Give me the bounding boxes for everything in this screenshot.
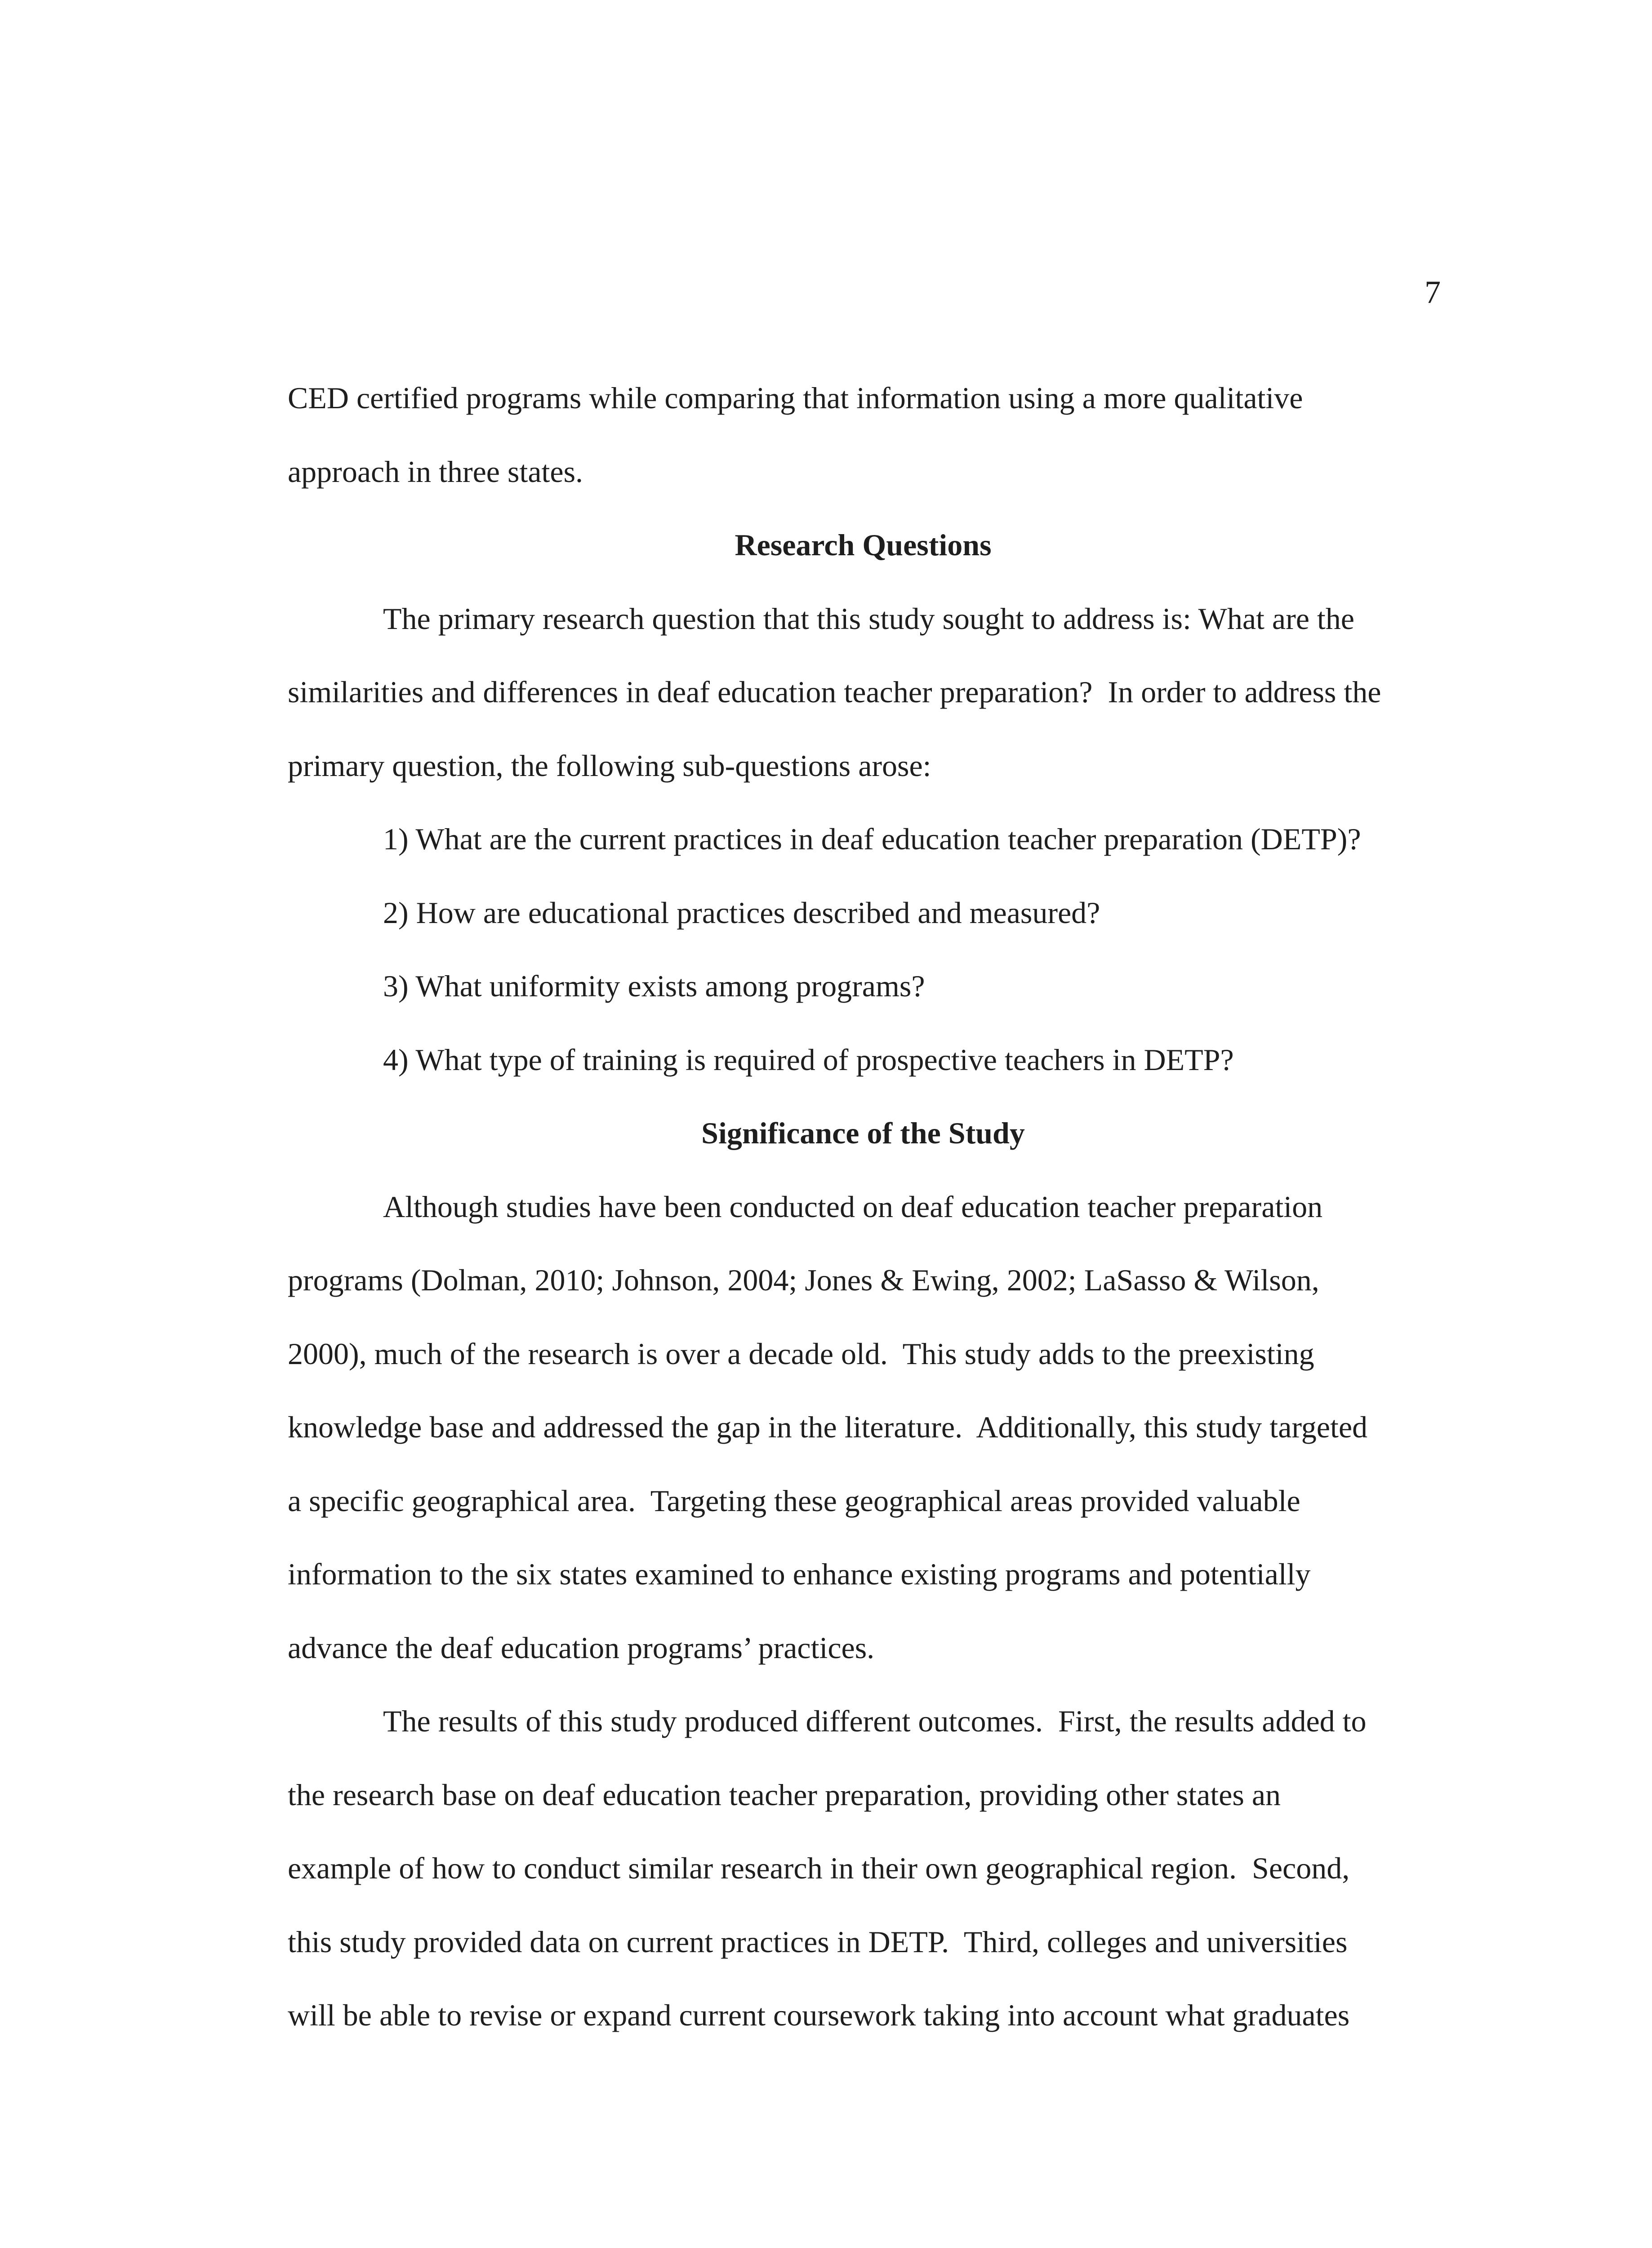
list-item: 1) What are the current practices in deaf education teacher preparation (DETP)? [383, 822, 1361, 856]
significance-paragraph-1 [288, 1170, 1438, 1685]
list-item: 4) What type of training is required of prospective teachers in DETP? [383, 1042, 1234, 1077]
body-text [288, 361, 1438, 2052]
text-line: The results of this study produced different outcomes. First, the results added to [383, 1704, 1367, 1738]
significance-paragraph-2 [288, 1685, 1438, 2052]
text-line: primary question, the following sub-questions arose: [288, 748, 931, 783]
text-line: the research base on deaf education teacher preparation, providing other states an [288, 1777, 1281, 1812]
sub-questions-list [288, 803, 1438, 1097]
text-line: will be able to revise or expand current coursework taking into account what graduates [288, 1998, 1350, 2032]
text-line: The primary research question that this study sought to address is: What are the [383, 601, 1354, 636]
text-line: knowledge base and addressed the gap in the literature. Additionally, this study targeted [288, 1410, 1368, 1444]
text-line: Although studies have been conducted on deaf education teacher preparation [383, 1189, 1323, 1224]
text-line: programs (Dolman, 2010; Johnson, 2004; Jones & Ewing, 2002; LaSasso & Wilson, [288, 1263, 1319, 1297]
text-line: example of how to conduct similar research in their own geographical region. Second, [288, 1851, 1350, 1885]
text-line: approach in three states. [288, 454, 583, 489]
text-line: 2000), much of the research is over a decade old. This study adds to the preexisting [288, 1336, 1314, 1371]
section-heading-significance: Significance of the Study [701, 1116, 1025, 1150]
text-line: advance the deaf education programs’ practices. [288, 1630, 875, 1665]
page-number: 7 [1425, 274, 1441, 310]
text-line: this study provided data on current practices in DETP. Third, colleges and universities [288, 1924, 1348, 1959]
intro-paragraph [288, 361, 1438, 508]
section-heading-research-questions: Research Questions [735, 528, 992, 562]
text-line: information to the six states examined to enhance existing programs and potentially [288, 1557, 1311, 1591]
text-line: similarities and differences in deaf education teacher preparation? In order to address the [288, 675, 1381, 709]
research-questions-paragraph [288, 582, 1438, 803]
text-line: CED certified programs while comparing that information using a more qualitative [288, 381, 1303, 415]
text-line: a specific geographical area. Targeting these geographical areas provided valuable [288, 1483, 1300, 1518]
list-item: 2) How are educational practices described and measured? [383, 895, 1100, 930]
list-item: 3) What uniformity exists among programs? [383, 969, 925, 1003]
